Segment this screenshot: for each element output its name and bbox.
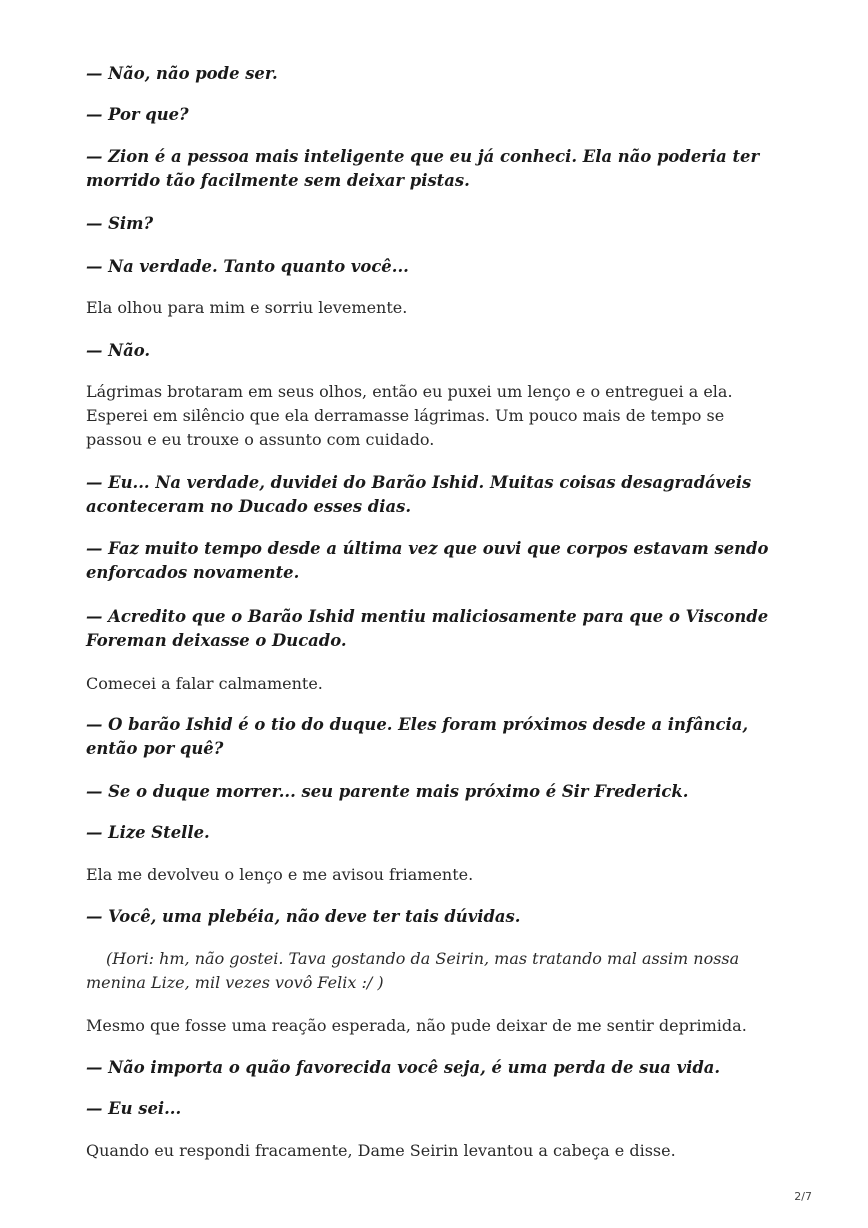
- paragraph-dialogue: — Você, uma plebéia, não deve ter tais dúvidas.: [86, 907, 521, 926]
- paragraph-dialogue: — Eu sei...: [86, 1099, 182, 1118]
- paragraph-dialogue: — Eu... Na verdade, duvidei do Barão Ishid. Muitas coisas desagradáveis aconteceram no Ducado esses dias.: [86, 473, 752, 516]
- paragraph-narration: Quando eu respondi fracamente, Dame Seirin levantou a cabeça e disse.: [86, 1141, 676, 1160]
- paragraph-dialogue: — Por que?: [86, 105, 189, 124]
- paragraph-narration: Mesmo que fosse uma reação esperada, não pude deixar de me sentir deprimida.: [86, 1016, 747, 1035]
- paragraph-dialogue: — Acredito que o Barão Ishid mentiu maliciosamente para que o Visconde Foreman deixasse o Ducado.: [86, 607, 769, 650]
- page-number: 2/7: [794, 1190, 812, 1203]
- paragraph-dialogue: — O barão Ishid é o tio do duque. Eles foram próximos desde a infância, então por quê?: [86, 715, 749, 758]
- paragraph-dialogue: — Sim?: [86, 214, 154, 233]
- paragraph-narration: Comecei a falar calmamente.: [86, 674, 323, 693]
- paragraph-dialogue: — Não, não pode ser.: [86, 64, 278, 83]
- paragraph-narration: Lágrimas brotaram em seus olhos, então eu puxei um lenço e o entreguei a ela. Esperei em silêncio que ela derramasse lágrimas. Um pouco mais de tempo se passou e eu trouxe o assunto com cuidado.: [86, 382, 733, 449]
- paragraph-narration: Ela me devolveu o lenço e me avisou friamente.: [86, 865, 474, 884]
- paragraph-dialogue: — Faz muito tempo desde a última vez que ouvi que corpos estavam sendo enforcados novamente.: [86, 539, 769, 582]
- paragraph-dialogue: — Não.: [86, 341, 151, 360]
- paragraph-dialogue: — Não importa o quão favorecida você seja, é uma perda de sua vida.: [86, 1058, 721, 1077]
- paragraph-translator-note: (Hori: hm, não gostei. Tava gostando da Seirin, mas tratando mal assim nossa menina Lize, mil vezes vovô Felix :/ ): [86, 949, 740, 992]
- paragraph-dialogue: — Lize Stelle.: [86, 823, 210, 842]
- paragraph-dialogue: — Zion é a pessoa mais inteligente que eu já conheci. Ela não poderia ter morrido tão facilmente sem deixar pistas.: [86, 147, 760, 190]
- paragraph-dialogue: — Na verdade. Tanto quanto você...: [86, 257, 409, 276]
- paragraph-dialogue: — Se o duque morrer... seu parente mais próximo é Sir Frederick.: [86, 782, 689, 801]
- paragraph-narration: Ela olhou para mim e sorriu levemente.: [86, 298, 408, 317]
